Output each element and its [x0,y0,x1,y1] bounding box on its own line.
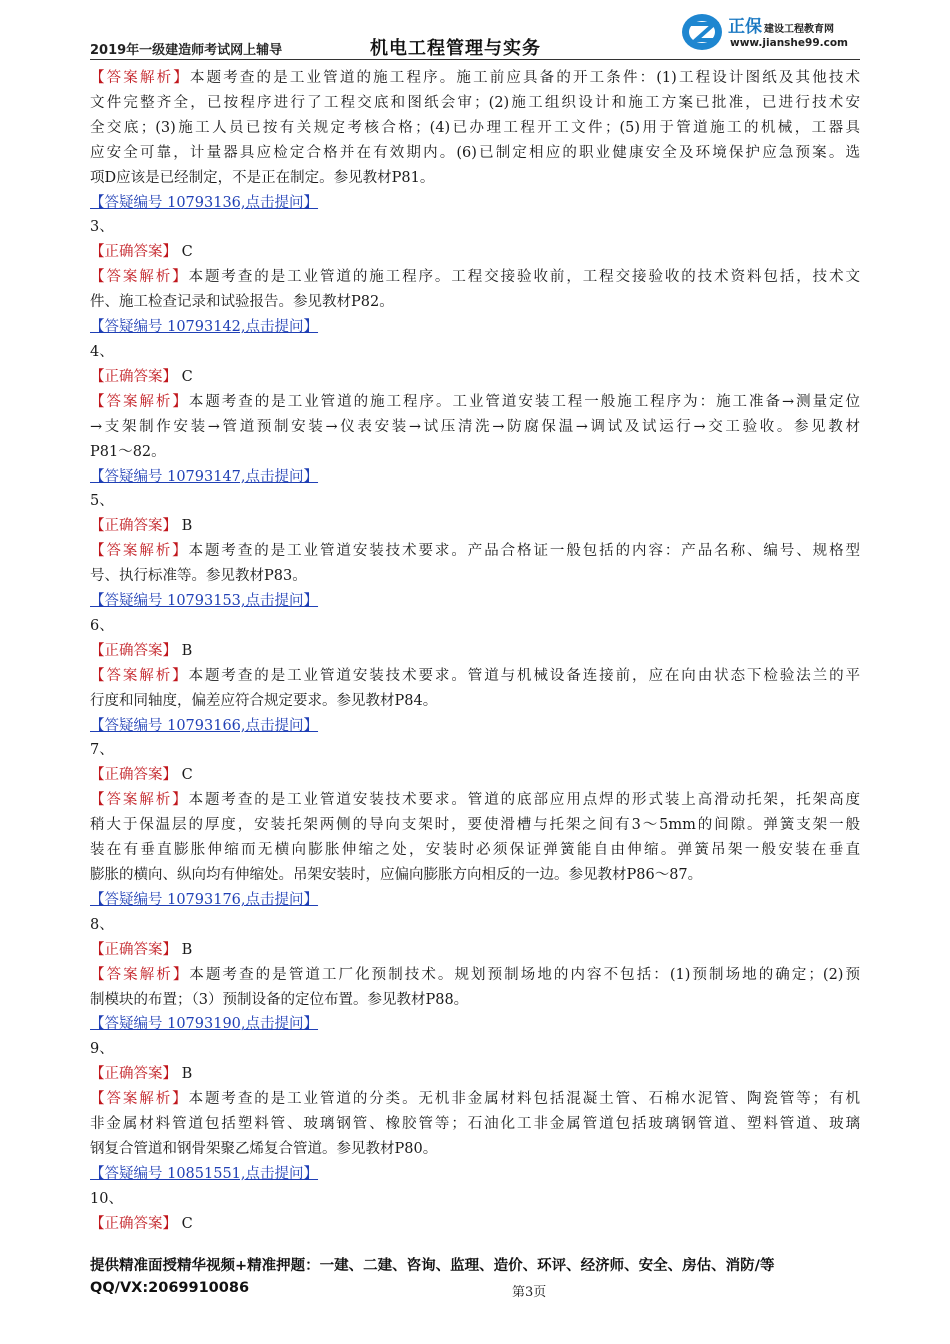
page-header [90,0,860,62]
analysis-line: 全交底；(3)施工人员已按有关规定考核合格；(4)已办理工程开工文件；(5)用于管道施工的机械，工器具 [90,119,860,136]
analysis-line: 装在有垂直膨胀伸缩而无横向膨胀伸缩之处，安装时必须保证弹簧能自由伸缩。弹簧吊架一般安装在垂直 [90,842,860,859]
analysis-line: 【答案解析】本题考查的是工业管道的施工程序。工程交接验收前，工程交接验收的技术资料包括，技术文 [90,269,860,286]
correct-label: 【正确答案】 [90,518,177,535]
logo-site-url: www.jianshe99.com [730,37,849,49]
analysis-line: 【答案解析】本题考查的是工业管道安装技术要求。产品合格证一般包括的内容：产品名称、编号、规格型 [90,543,860,560]
correct-label: 【正确答案】 [90,1066,177,1083]
analysis-line: 钢复合管道和钢骨架聚乙烯复合管道。参见教材P80。 [90,1140,438,1157]
analysis-line: 号、执行标准等。参见教材P83。 [90,568,307,585]
analysis-line: 稍大于保温层的厚度，安装托架两侧的导向支架时，要使滑槽与托架之间有3～5mm的间隙。弹簧支架一般 [90,817,860,834]
analysis-label: 【答案解析】 [90,70,190,86]
logo-tagline: 建设工程教育网 [764,24,834,35]
question-link[interactable]: 【答疑编号 10851551,点击提问】 [90,1165,319,1182]
analysis-line: 【答案解析】本题考查的是工业管道的施工程序。工业管道安装工程一般施工程序为：施工准备→测量定位 [90,393,860,410]
analysis-label: 【答案解析】 [90,667,189,684]
correct-label: 【正确答案】 [90,642,177,659]
footer-promo: 提供精准面授精华视频+精准押题：一建、二建、咨询、监理、造价、环评、经济师、安全、房估、消防/等 [90,1258,775,1274]
answer-value: C [181,368,193,385]
correct-answer [90,365,860,390]
logo-swirl-icon [680,10,726,54]
analysis-label: 【答案解析】 [90,269,189,286]
answer-content [90,66,860,1237]
question-link[interactable]: 【答疑编号 10793190,点击提问】 [90,1016,319,1033]
footer-contact: QQ/VX:2069910086 [90,1280,250,1296]
logo-brand [728,12,834,37]
subject-title: 机电工程管理与实务 [370,38,541,59]
correct-label: 【正确答案】 [90,1215,177,1232]
question-number: 10、 [90,1190,123,1207]
correct-answer [90,1212,860,1237]
correct-answer [90,639,860,664]
question-number: 8、 [90,916,114,933]
question-link[interactable]: 【答疑编号 10793153,点击提问】 [90,593,319,610]
question-link[interactable]: 【答疑编号 10793176,点击提问】 [90,891,319,908]
analysis-line: 膨胀的横向、纵向均有伸缩处。吊架安装时，应偏向膨胀方向相反的一边。参见教材P86～87。 [90,867,703,883]
analysis-line: 【答案解析】本题考查的是工业管道安装技术要求。管道的底部应用点焊的形式装上高滑动托架，托架高度 [90,792,860,809]
site-logo[interactable] [680,8,860,56]
question-number: 3、 [90,219,114,236]
correct-answer [90,240,860,265]
analysis-line: 【答案解析】本题考查的是管道工厂化预制技术。规划预制场地的内容不包括：(1)预制场地的确定；(2)预 [90,966,860,983]
analysis-line: 文件完整齐全，已按程序进行了工程交底和图纸会审；(2)施工组织设计和施工方案已批准，已进行技术安 [90,94,860,111]
answer-value: B [181,1066,193,1083]
question-number: 4、 [90,343,114,360]
correct-answer [90,938,860,963]
analysis-label: 【答案解析】 [90,393,189,410]
question-link[interactable]: 【答疑编号 10793166,点击提问】 [90,717,319,734]
correct-label: 【正确答案】 [90,368,177,385]
answer-value: B [181,941,193,958]
analysis-label: 【答案解析】 [90,1091,189,1108]
analysis-line: →支架制作安装→管道预制安装→仪表安装→试压清洗→防腐保温→调试及试运行→交工验收。参见教材 [90,418,860,435]
analysis-line: 制模块的布置；（3）预制设备的定位布置。参见教材P88。 [90,991,469,1008]
exam-title: 2019年一级建造师考试网上辅导 [90,43,283,58]
question-number: 9、 [90,1041,114,1058]
question-number: 6、 [90,617,114,634]
analysis-line: 项D应该是已经制定，不是正在制定。参见教材P81。 [90,169,435,186]
page-number: 第3页 [512,1285,547,1300]
analysis-line: 【答案解析】本题考查的是工业管道的施工程序。施工前应具备的开工条件：(1)工程设计图纸及其他技术 [90,70,860,86]
logo-brand-name: 正保 [728,17,762,37]
question-link[interactable]: 【答疑编号 10793147,点击提问】 [90,468,319,485]
answer-value: B [181,642,193,659]
page-footer [90,1254,860,1300]
correct-answer [90,514,860,539]
analysis-label: 【答案解析】 [90,543,189,560]
analysis-line: 行度和同轴度，偏差应符合规定要求。参见教材P84。 [90,692,438,709]
analysis-line: 非金属材料管道包括塑料管、玻璃钢管、橡胶管等；石油化工非金属管道包括玻璃钢管道、塑料管道、玻璃 [90,1116,860,1133]
correct-answer [90,763,860,788]
correct-label: 【正确答案】 [90,767,177,784]
answer-value: C [181,767,193,784]
analysis-label: 【答案解析】 [90,792,189,809]
analysis-label: 【答案解析】 [90,966,190,983]
analysis-line: P81～82。 [90,443,166,460]
correct-answer [90,1062,860,1087]
analysis-line: 应安全可靠，计量器具应检定合格并在有效期内。(6)已制定相应的职业健康安全及环境保护应急预案。选 [90,144,860,161]
correct-label: 【正确答案】 [90,941,177,958]
answer-value: C [181,244,193,261]
answer-value: C [181,1215,193,1232]
answer-value: B [181,518,193,535]
header-rule [90,59,860,60]
question-link[interactable]: 【答疑编号 10793142,点击提问】 [90,319,319,336]
question-number: 7、 [90,742,114,759]
question-link[interactable]: 【答疑编号 10793136,点击提问】 [90,194,319,211]
analysis-line: 【答案解析】本题考查的是工业管道安装技术要求。管道与机械设备连接前，应在向由状态下检验法兰的平 [90,667,860,684]
question-number: 5、 [90,493,114,510]
correct-label: 【正确答案】 [90,244,177,261]
analysis-line: 件、施工检查记录和试验报告。参见教材P82。 [90,294,394,311]
analysis-line: 【答案解析】本题考查的是工业管道的分类。无机非金属材料包括混凝土管、石棉水泥管、陶瓷管等；有机 [90,1091,860,1108]
